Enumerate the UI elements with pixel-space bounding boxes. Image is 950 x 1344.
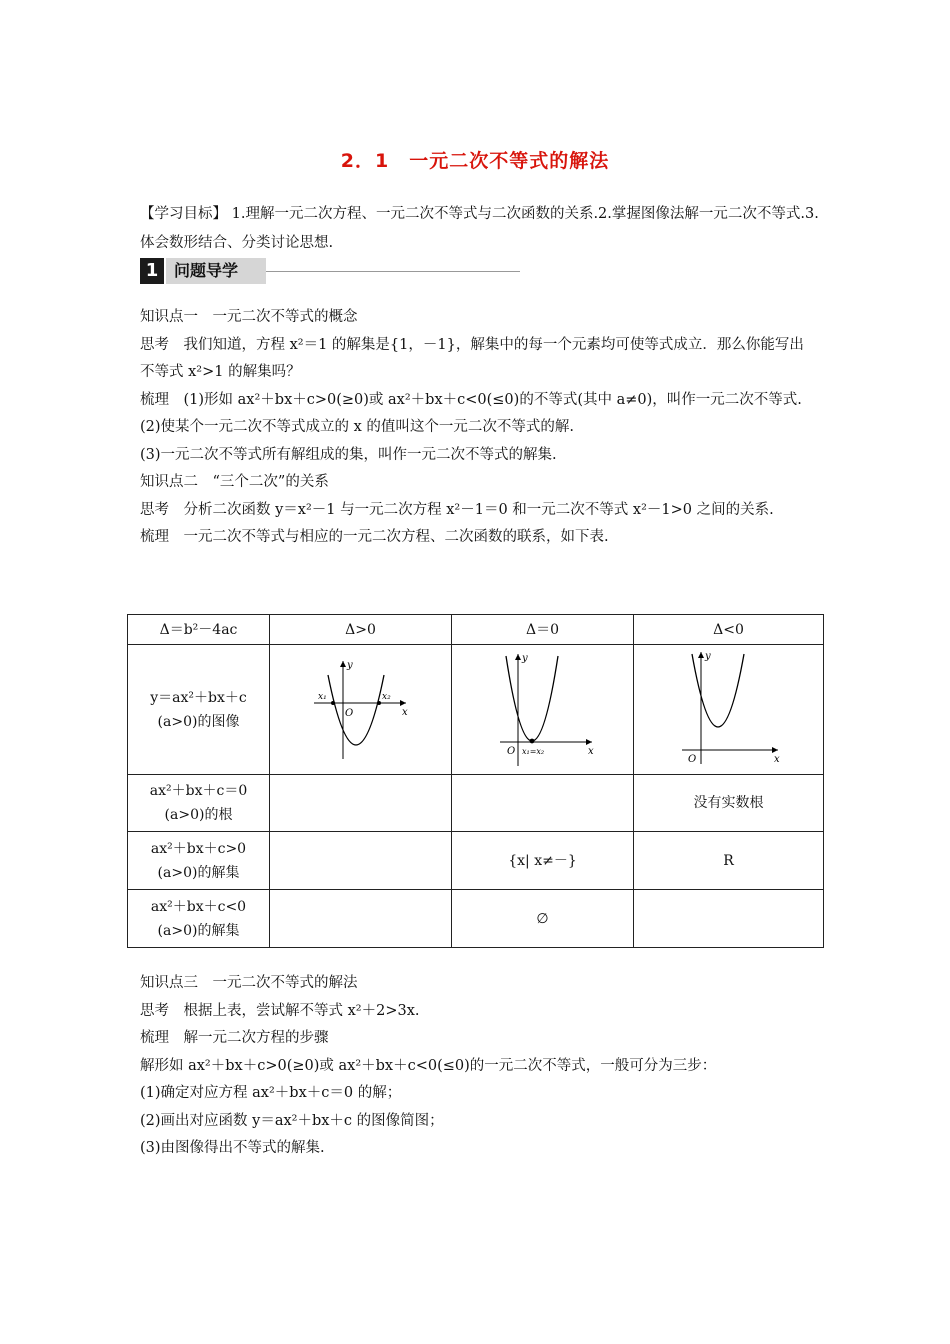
section-label: 问题导学 — [166, 258, 266, 284]
svg-text:x₁=x₂: x₁=x₂ — [521, 746, 544, 756]
less-cell-zero: ∅ — [452, 890, 634, 948]
roots-cell-negative: 没有实数根 — [634, 775, 824, 832]
graph-one-root — [452, 645, 634, 775]
table-row-less — [128, 890, 824, 948]
goals-tag: 【学习目标】 — [140, 206, 227, 222]
kp1-sort1: 梳理 (1)形如 ax²＋bx＋c>0(≥0)或 ax²＋bx＋c<0(≤0)的不等式(其中 a≠0)，叫作一元二次不等式. — [140, 391, 802, 408]
table-row-greater — [128, 832, 824, 890]
kp3-heading: 知识点三 一元二次不等式的解法 — [140, 975, 358, 991]
table-header-row — [128, 615, 824, 645]
kp1-sort2: (2)使某个一元二次不等式成立的 x 的值叫这个一元二次不等式的解. — [140, 419, 575, 435]
goals-text: 1.理解一元二次方程、一元二次不等式与二次函数的关系.2.掌握图像法解一元二次不等式.3.体会数形结合、分类讨论思想. — [140, 206, 819, 251]
svg-text:y: y — [704, 650, 711, 662]
kp3-line1: 解形如 ax²＋bx＋c>0(≥0)或 ax²＋bx＋c<0(≤0)的一元二次不等式，一般可分为三步： — [140, 1057, 717, 1074]
svg-text:x₁: x₁ — [317, 691, 327, 702]
roots-row-label: ax²＋bx＋c＝0 (a>0)的根 — [128, 775, 270, 832]
greater-cell-negative: R — [634, 832, 824, 890]
kp2-heading: 知识点二 “三个二次”的关系 — [140, 474, 329, 490]
kp1-think: 思考 我们知道，方程 x²＝1 的解集是{1，－1}，解集中的每一个元素均可使等式成立．那么你能写出不等式 x²>1 的解集吗？ — [140, 336, 804, 380]
learning-goals — [140, 200, 820, 258]
header-discriminant: Δ＝b²－4ac — [128, 615, 270, 645]
svg-text:x: x — [773, 753, 780, 765]
svg-text:x₂: x₂ — [381, 691, 391, 702]
graph-row-label: y＝ax²＋bx＋c (a>0)的图像 — [128, 645, 270, 775]
section-header — [140, 258, 530, 284]
three-quadratics-table — [127, 614, 824, 948]
header-negative: Δ<0 — [634, 615, 824, 645]
kp3-step3: (3)由图像得出不等式的解集. — [140, 1140, 325, 1156]
kp3-sort: 梳理 解一元二次方程的步骤 — [140, 1030, 329, 1046]
kp2-think: 思考 分析二次函数 y＝x²－1 与一元二次方程 x²－1＝0 和一元二次不等式 x²－1>0 之间的关系. — [140, 501, 774, 518]
kp1-sort3: (3)一元二次不等式所有解组成的集，叫作一元二次不等式的解集. — [140, 446, 557, 463]
roots-cell-positive — [270, 775, 452, 832]
knowledge-point-3 — [140, 970, 816, 1163]
kp3-step2: (2)画出对应函数 y＝ax²＋bx＋c 的图像简图； — [140, 1112, 444, 1129]
svg-text:x: x — [401, 706, 408, 718]
page-title: 2．1 一元二次不等式的解法 — [340, 150, 610, 172]
table-row-roots — [128, 775, 824, 832]
less-cell-negative — [634, 890, 824, 948]
svg-text:x: x — [587, 745, 594, 757]
parabola-no-root — [674, 650, 784, 770]
less-row-label: ax²＋bx＋c<0 (a>0)的解集 — [128, 890, 270, 948]
svg-text:O: O — [344, 707, 353, 719]
header-positive: Δ>0 — [270, 615, 452, 645]
roots-cell-zero — [452, 775, 634, 832]
svg-text:y: y — [521, 652, 528, 664]
kp3-step1: (1)确定对应方程 ax²＋bx＋c＝0 的解； — [140, 1085, 402, 1101]
parabola-one-root — [488, 650, 598, 770]
graph-two-roots — [270, 645, 452, 775]
graph-no-root — [634, 645, 824, 775]
svg-text:O: O — [506, 745, 515, 757]
section-rule — [266, 271, 520, 272]
knowledge-point-1 — [140, 304, 816, 552]
table-row-graph — [128, 645, 824, 775]
parabola-two-roots — [306, 655, 416, 765]
header-zero: Δ＝0 — [452, 615, 634, 645]
greater-cell-zero: {x| x≠－} — [452, 832, 634, 890]
svg-text:y: y — [346, 659, 353, 671]
kp2-sort: 梳理 一元二次不等式与相应的一元二次方程、二次函数的联系，如下表. — [140, 529, 609, 545]
less-cell-positive — [270, 890, 452, 948]
kp3-think: 思考 根据上表，尝试解不等式 x²＋2>3x. — [140, 1002, 420, 1019]
greater-cell-positive — [270, 832, 452, 890]
greater-row-label: ax²＋bx＋c>0 (a>0)的解集 — [128, 832, 270, 890]
section-number: 1 — [140, 258, 164, 284]
kp1-heading: 知识点一 一元二次不等式的概念 — [140, 309, 358, 325]
svg-text:O: O — [687, 753, 696, 765]
